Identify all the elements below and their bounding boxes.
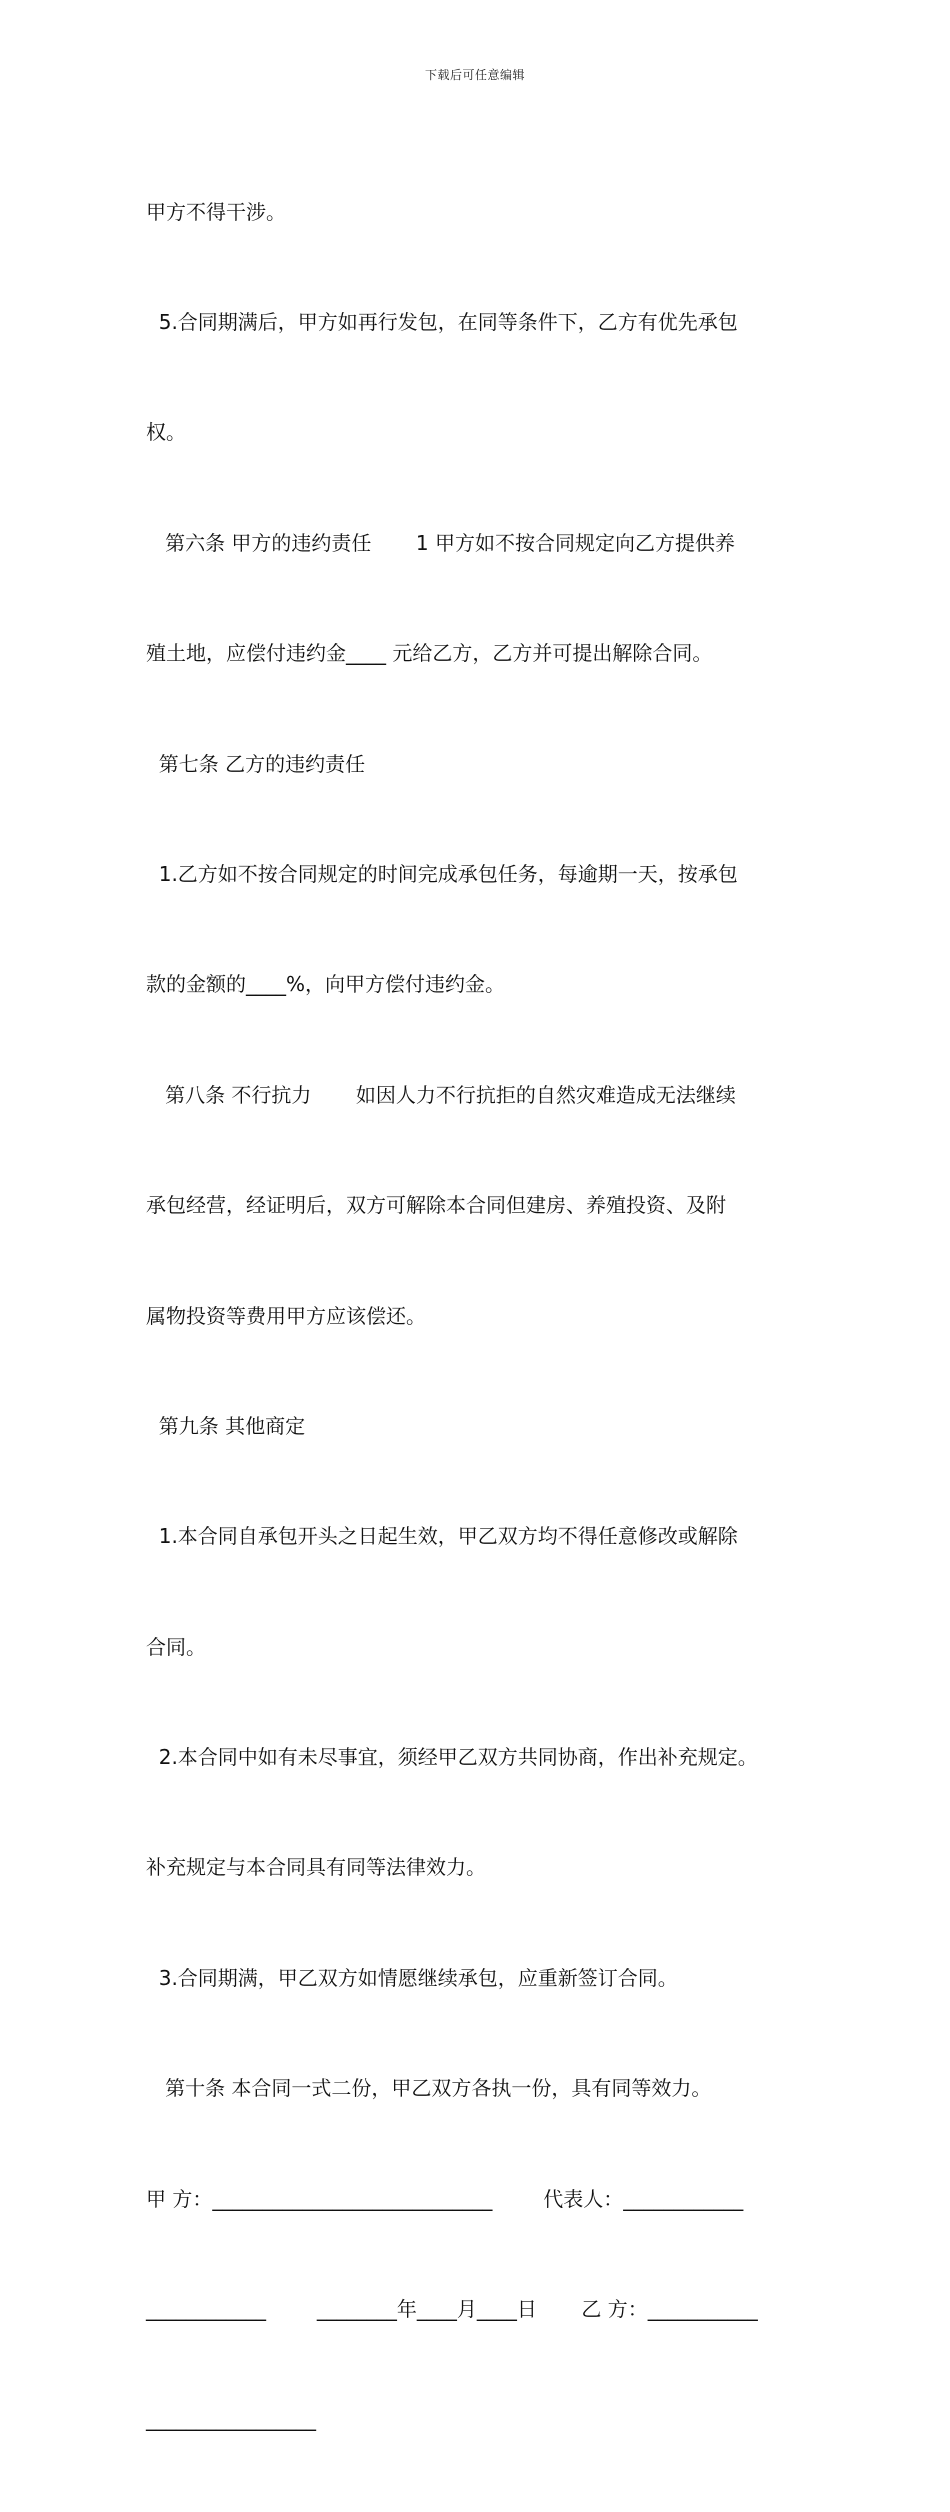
contract-body bbox=[146, 120, 826, 2512]
body-line: 属物投资等费用甲方应该偿还。 bbox=[146, 1303, 426, 1328]
body-line: 合同。 bbox=[146, 1634, 206, 1659]
signature-line-party-a: 甲 方：____________________________ 代表人：____________ bbox=[146, 2186, 744, 2211]
body-line: 殖土地，应偿付违约金____ 元给乙方，乙方并可提出解除合同。 bbox=[146, 641, 713, 666]
body-line: 第六条 甲方的违约责任 1 甲方如不按合同规定向乙方提供养 bbox=[146, 530, 736, 555]
header-note: 下载后可任意编辑 bbox=[424, 68, 525, 82]
body-line: 第七条 乙方的违约责任 bbox=[146, 751, 366, 776]
body-line: 第八条 不行抗力 如因人力不行抗拒的自然灾难造成无法继续 bbox=[146, 1082, 736, 1107]
body-line: 5.合同期满后，甲方如再行发包，在同等条件下，乙方有优先承包 bbox=[146, 309, 738, 334]
signature-line-date-party-b: ____________ ________年____月____日 乙 方：___________ bbox=[146, 2297, 758, 2322]
body-line: 3.合同期满，甲乙双方如情愿继续承包，应重新签订合同。 bbox=[146, 1965, 678, 1990]
body-line: 款的金额的____%，向甲方偿付违约金。 bbox=[146, 972, 506, 997]
body-line: 2.本合同中如有未尽事宜，须经甲乙双方共同协商，作出补充规定。 bbox=[146, 1745, 758, 1770]
body-line: 权。 bbox=[146, 420, 186, 445]
body-line: 1.本合同自承包开头之日起生效，甲乙双方均不得任意修改或解除 bbox=[146, 1524, 738, 1549]
body-line: 承包经营，经证明后，双方可解除本合同但建房、养殖投资、及附 bbox=[146, 1193, 726, 1218]
signature-line-blank: _________________ bbox=[146, 2407, 316, 2432]
body-line: 甲方不得干涉。 bbox=[146, 199, 286, 224]
body-line: 1.乙方如不按合同规定的时间完成承包任务，每逾期一天，按承包 bbox=[146, 861, 738, 886]
body-line: 补充规定与本合同具有同等法律效力。 bbox=[146, 1855, 486, 1880]
body-line: 第九条 其他商定 bbox=[146, 1413, 306, 1438]
body-line: 第十条 本合同一式二份，甲乙双方各执一份，具有同等效力。 bbox=[146, 2076, 712, 2101]
